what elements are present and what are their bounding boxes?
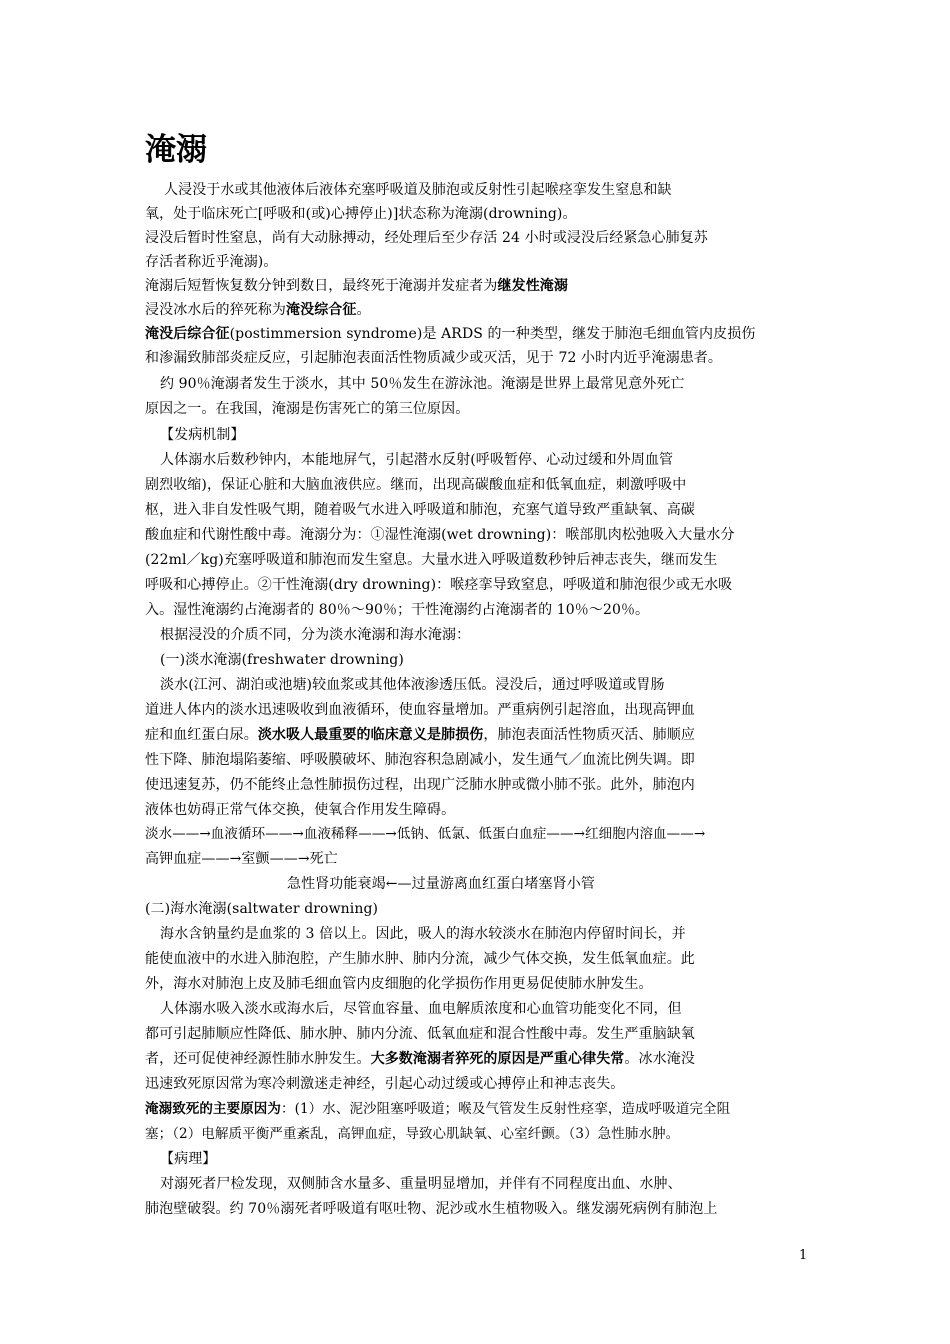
para-definition-line2: 氧，处于临床死亡[呼吸和(或)心搏停止)]状态称为淹溺(drowning)。 (145, 206, 577, 222)
para-saltwater-line3: 外，海水对肺泡上皮及肺毛细血管内皮细胞的化学损伤作用更易促使肺水肿发生。 (145, 976, 653, 992)
para-freshwater-line4: 性下降、肺泡塌陷萎缩、呼吸膜破坏、肺泡容积急剧减小，发生通气／血流比例失调。即 (145, 752, 695, 768)
para-epidemiology-line2: 原因之一。在我国，淹溺是伤害死亡的第三位原因。 (145, 401, 470, 417)
para-freshwater-line5: 使迅速复苏，仍不能终止急性肺损伤过程，出现广泛肺水肿或微小肺不张。此外，肺泡内 (145, 777, 695, 793)
para-near-drowning-line2: 存活者称近乎淹溺)。 (145, 254, 278, 270)
para-mechanism-line5: (22ml／kg)充塞呼吸道和肺泡而发生窒息。大量水进入呼吸道数秒钟后神志丧失，继而发生 (145, 552, 718, 568)
section-heading-freshwater: (一)淡水淹溺(freshwater drowning) (160, 652, 404, 668)
para-mechanism-line1: 人体溺水后数秒钟内，本能地屏气，引起潜水反射(呼吸暂停、心动过缓和外周血管 (160, 452, 674, 468)
para-common-effects-line2: 都可引起肺顺应性降低、肺水肿、肺内分流、低氧血症和混合性酸中毒。发生严重脑缺氧 (145, 1026, 695, 1042)
para-immersion-syndrome: 浸没冰水后的猝死称为淹没综合征。 (145, 302, 371, 318)
para-causes-line1: 淹溺致死的主要原因为：(1）水、泥沙阻塞呼吸道；喉及气管发生反射性痉挛，造成呼吸道完全阻 (145, 1101, 731, 1117)
para-saltwater-line1: 海水含钠量约是血浆的 3 倍以上。因此，吸人的海水较淡水在肺泡内停留时间长，并 (160, 926, 686, 942)
para-mechanism-line2: 剧烈收缩)，保证心脏和大脑血液供应。继而，出现高碳酸血症和低氧血症，刺激呼吸中 (145, 477, 687, 493)
para-saltwater-line2: 能使血液中的水进入肺泡腔，产生肺水肿、肺内分流，减少气体交换，发生低氧血症。此 (145, 951, 695, 967)
para-freshwater-line3: 症和血红蛋白尿。淡水吸人最重要的临床意义是肺损伤，肺泡表面活性物质灭活、肺顺应 (145, 727, 695, 743)
para-near-drowning-line1: 浸没后暂时性窒息，尚有大动脉搏动，经处理后至少存活 24 小时或浸没后经紧急心肺复苏 (145, 230, 708, 246)
para-epidemiology-line1: 约 90％淹溺者发生于淡水，其中 50％发生在游泳池。淹溺是世界上最常见意外死亡 (160, 376, 685, 392)
flow-line1: 淡水——→血液循环——→血液稀释——→低钠、低氯、低蛋白血症——→红细胞内溶血——→ (145, 826, 706, 842)
para-freshwater-line2: 道进人体内的淡水迅速吸收到血液循环，使血容量增加。严重病例引起溶血，出现高钾血 (145, 702, 695, 718)
para-freshwater-line1: 淡水(江河、湖泊或池塘)较血浆或其他体液渗透压低。浸没后，通过呼吸道或胃肠 (160, 677, 665, 693)
flow-line2: 高钾血症——→室颤——→死亡 (145, 851, 338, 867)
para-mechanism-line6: 呼吸和心搏停止。②干性淹溺(dry drowning)：喉痉挛导致窒息，呼吸道和肺泡很少或无水吸 (145, 577, 733, 593)
para-mechanism-line3: 枢，进入非自发性吸气期，随着吸气水进入呼吸道和肺泡，充塞气道导致严重缺氧、高碳 (145, 502, 695, 518)
section-heading-pathology: 【病理】 (160, 1151, 217, 1167)
para-secondary-drowning: 淹溺后短暂恢复数分钟到数日，最终死于淹溺并发症者为继发性淹溺 (145, 278, 568, 294)
para-pathology-line1: 对溺死者尸检发现，双侧肺含水量多、重量明显增加，并伴有不同程度出血、水肿、 (160, 1176, 682, 1192)
document-title: 淹溺 (145, 132, 207, 168)
para-common-effects-line4: 迅速致死原因常为寒冷刺激迷走神经，引起心动过缓或心搏停止和神志丧失。 (145, 1076, 625, 1092)
para-postimmersion-line1: 淹没后综合征(postimmersion syndrome)是 ARDS 的一种类型，继发于肺泡毛细血管内皮损伤 (145, 326, 756, 342)
para-common-effects-line1: 人体溺水吸入淡水或海水后，尽管血容量、血电解质浓度和心血管功能变化不同，但 (160, 1001, 682, 1017)
para-common-effects-line3: 者，还可促使神经源性肺水肿发生。大多数淹溺者猝死的原因是严重心律失常。冰水淹没 (145, 1051, 695, 1067)
para-definition-line1: 人浸没于水或其他液体后液体充塞呼吸道及肺泡或反射性引起喉痉挛发生窒息和缺 (164, 182, 672, 198)
section-heading-mechanism: 【发病机制】 (160, 427, 245, 443)
page-number: 1 (799, 1248, 808, 1263)
para-postimmersion-line2: 和渗漏致肺部炎症反应，引起肺泡表面活性物质减少或灭活，见于 72 小时内近乎淹溺患者。 (145, 350, 723, 366)
section-heading-saltwater: (二)海水淹溺(saltwater drowning) (145, 901, 379, 917)
para-freshwater-line6: 液体也妨碍正常气体交换，使氧合作用发生障碍。 (145, 802, 456, 818)
flow-line3: 急性肾功能衰竭←—过量游离血红蛋白堵塞肾小管 (287, 876, 595, 892)
para-mechanism-line4: 酸血症和代谢性酸中毒。淹溺分为：①湿性淹溺(wet drowning)：喉部肌肉松弛吸入大量水分 (145, 527, 735, 543)
para-causes-line2: 塞；（2）电解质平衡严重紊乱，高钾血症，导致心肌缺氧、心室纤颤。（3）急性肺水肿。 (145, 1126, 680, 1142)
para-pathology-line2: 肺泡壁破裂。约 70％溺死者呼吸道有呕吐物、泥沙或水生植物吸入。继发溺死病例有肺泡上 (145, 1201, 718, 1217)
para-classification: 根据浸没的介质不同，分为淡水淹溺和海水淹溺： (160, 627, 471, 643)
para-mechanism-line7: 入。湿性淹溺约占淹溺者的 80％～90％；干性淹溺约占淹溺者的 10％～20％。 (145, 602, 650, 618)
